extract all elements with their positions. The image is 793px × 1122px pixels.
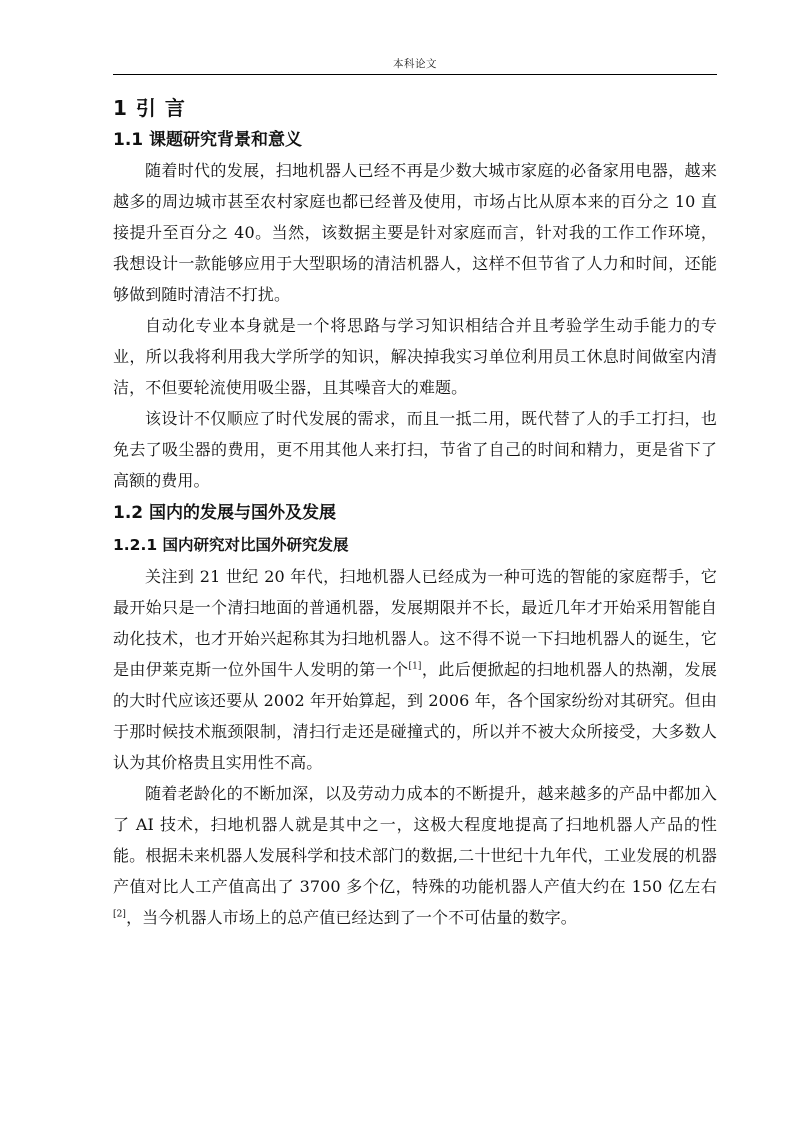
chapter-title: 1 引 言 xyxy=(113,96,186,120)
paragraph: 随着时代的发展，扫地机器人已经不再是少数大城市家庭的必备家用电器，越来越多的周边城市甚至农村家庭也都已经普及使用，市场占比从原本来的百分之 10 直接提升至百分之 40。当然，该数据主要是针对家庭而言，针对我的工作工作环境，我想设计一款能够应用于大型职场的清洁机器人，这样不但节省了人力和时间，还能够做到随时清洁不打扰。 xyxy=(113,161,717,304)
subsection-title-1-2-1: 1.2.1 国内研究对比国外研究发展 xyxy=(113,536,349,554)
section-title-1-2: 1.2 国内的发展与国外及发展 xyxy=(113,503,337,523)
paragraph: 自动化专业本身就是一个将思路与学习知识相结合并且考验学生动手能力的专业，所以我将利用我大学所学的知识，解决掉我实习单位利用员工休息时间做室内清洁，不但要轮流使用吸尘器，且其噪音大的难题。 xyxy=(113,316,717,397)
citation-ref: [2] xyxy=(113,909,127,920)
header-divider xyxy=(113,74,717,75)
paragraph xyxy=(113,778,717,933)
paragraph-text: ，此后便掀起的扫地机器人的热潮，发展的大时代应该还要从 2002 年开始算起，到 2006 年，各个国家纷纷对其研究。但由于那时候技术瓶颈限制，清扫行走还是碰撞式的，所以并不被大众所接受，大多数人认为其价格贵且实用性不高。 xyxy=(113,660,717,772)
paragraph-text: 随着老龄化的不断加深，以及劳动力成本的不断提升，越来越多的产品中都加入了 AI 技术，扫地机器人就是其中之一，这极大程度地提高了扫地机器人产品的性能。根据未来机器人发展科学和技术部门的数据,二十世纪十九年代，工业发展的机器产值对比人工产值高出了 3700 多个亿，特殊的功能机器人产值大约在 150 亿左右 xyxy=(113,784,717,896)
paragraph-text: 关注到 21 世纪 20 年代，扫地机器人已经成为一种可选的智能的家庭帮手，它最开始只是一个清扫地面的普通机器，发展期限并不长，最近几年才开始采用智能自动化技术，也才开始兴起称其为扫地机器人。这不得不说一下扫地机器人的诞生，它是由伊莱克斯一位外国牛人发明的第一个 xyxy=(113,567,717,679)
running-header: 本科论文 xyxy=(393,58,437,70)
citation-ref: [1] xyxy=(408,661,422,672)
document-body xyxy=(113,92,717,933)
paragraph-text: ，当今机器人市场上的总产值已经达到了一个不可估量的数字。 xyxy=(126,908,577,927)
paragraph: 该设计不仅顺应了时代发展的需求，而且一抵二用，既代替了人的手工打扫，也免去了吸尘器的费用，更不用其他人来打扫，节省了自己的时间和精力，更是省下了高额的费用。 xyxy=(113,409,717,490)
section-title-1-1: 1.1 课题研究背景和意义 xyxy=(113,130,303,150)
paragraph xyxy=(113,561,717,778)
